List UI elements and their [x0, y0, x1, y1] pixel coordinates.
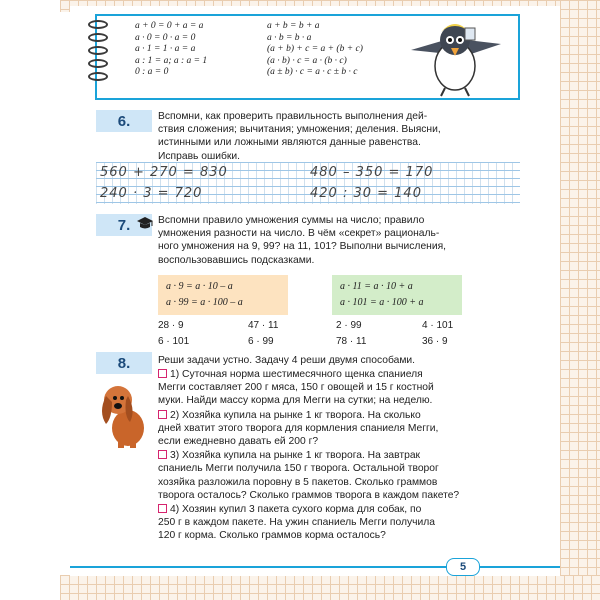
rule-line: a + b = b + a: [267, 21, 320, 31]
calc-item: 78 · 11: [336, 336, 367, 347]
calc-item: 2 · 99: [336, 320, 362, 331]
text-line: если ежедневно давать ей 200 г?: [158, 436, 319, 448]
hint-box-multiply-11: [332, 275, 462, 315]
text-line: умножения разности на число. В чём «секрет» рациональ-: [158, 228, 440, 240]
handwritten-equation: 560 + 270 = 830: [100, 165, 228, 180]
handwritten-equation: 420 : 30 = 140: [310, 186, 422, 201]
text-line: Исправь ошибки.: [158, 150, 241, 162]
rules-right-column: [267, 21, 363, 79]
rule-line: 0 : a = 0: [135, 67, 169, 77]
rule-line: (a ± b) · c = a · c ± b · c: [267, 67, 358, 77]
rule-line: a · b = b · a: [267, 32, 312, 43]
text-segment: 3) Хозяйка купила на рынке 1 кг творога. На завтрак: [170, 450, 421, 462]
problem-1: [158, 368, 558, 408]
checkbox-icon[interactable]: [158, 369, 167, 378]
handwritten-equation: 240 · 3 = 720: [100, 186, 203, 201]
calc-item: 4 · 101: [422, 320, 454, 331]
rule-line: a : 1 = a; a : a = 1: [135, 55, 208, 66]
text-segment: 2) Хозяйка купила на рынке 1 кг творога. На сколько: [170, 409, 421, 421]
text-line: хозяйка разложила поровну в 5 пакетов. Сколько граммов: [158, 476, 438, 488]
calc-item: 6 · 101: [158, 336, 190, 347]
page-number: 5: [446, 558, 480, 576]
calc-item: 36 · 9: [422, 336, 448, 347]
text-line: воспользовавшись подсказками.: [158, 254, 315, 266]
text-line: [158, 368, 558, 381]
rule-line: a + 0 = 0 + a = a: [135, 21, 204, 31]
problem-4: [158, 503, 558, 543]
rule-line: a · 1 = 1 · a = a: [135, 44, 196, 54]
text-line: ствия сложения; вычитания; умножения; деления. Выясни,: [158, 124, 441, 136]
footer-divider: [70, 566, 450, 568]
text-line: муки. Найди массу корма для Мегги на сутки; на неделю.: [158, 395, 433, 407]
text-line: 120 г корма. Сколько граммов корма осталось?: [158, 530, 386, 542]
rule-line: (a · b) · c = a · (b · c): [267, 55, 347, 66]
graduation-cap-icon: [136, 216, 154, 230]
rule-line: (a + b) + c = a + (b + c): [267, 44, 363, 54]
text-line: спаниель Мегги получила 150 г творога. Остальной творог: [158, 463, 439, 475]
magpie-illustration: [405, 10, 501, 98]
hint-line: a · 11 = a · 10 + a: [340, 281, 413, 292]
checkbox-icon[interactable]: [158, 410, 167, 419]
task-6-number: 6.: [96, 110, 152, 132]
hint-line: a · 9 = a · 10 – a: [166, 281, 233, 292]
text-segment: 4) Хозяин купил 3 пакета сухого корма для собак, по: [170, 504, 422, 516]
handwritten-equation: 480 – 350 = 170: [310, 165, 434, 180]
checkbox-icon[interactable]: [158, 450, 167, 459]
notebook-spiral-icon: [88, 20, 114, 96]
calc-item: 6 · 99: [248, 336, 274, 347]
rules-left-column: [135, 21, 207, 79]
text-segment: 1) Суточная норма шестимесячного щенка спаниеля: [170, 369, 423, 380]
handwriting-grid: [96, 162, 520, 204]
task-8-problems: [158, 368, 558, 543]
text-line: [158, 449, 558, 462]
task-8-number: 8.: [96, 352, 152, 374]
hint-line: a · 101 = a · 100 + a: [340, 297, 424, 308]
task-7-text: [158, 214, 558, 267]
problem-3: [158, 449, 558, 502]
calc-item: 47 · 11: [248, 320, 279, 331]
problem-2: [158, 409, 558, 449]
text-line: дней хватит этого творога для кормления спаниеля Мегги,: [158, 422, 439, 434]
task-6-text: [158, 110, 558, 163]
text-line: [158, 503, 558, 516]
text-line: 250 г в каждом пакете. На ужин спаниель Мегги получила: [158, 517, 435, 529]
calc-item: 28 · 9: [158, 320, 184, 331]
text-line: истинными или ложными являются данные равенства.: [158, 137, 421, 149]
grid-margin-bottom: [60, 575, 600, 600]
rule-line: a · 0 = 0 · a = 0: [135, 32, 196, 43]
text-line: ного умножения на 9, 99? на 11, 101? Выполни вычисления,: [158, 241, 447, 253]
text-line: творога осталось? Сколько граммов творога в каждом пакете?: [158, 489, 460, 501]
footer-divider: [480, 566, 560, 568]
task-8-intro: Реши задачи устно. Задачу 4 реши двумя способами.: [158, 355, 416, 366]
spaniel-illustration: [96, 378, 152, 450]
grid-margin-right: [560, 0, 600, 600]
hint-box-multiply-9: [158, 275, 288, 315]
text-line: [158, 409, 558, 422]
text-line: Мегги составляет 200 г мяса, 150 г овощей и 15 г костной: [158, 382, 434, 394]
text-line: Вспомни, как проверить правильность выполнения дей-: [158, 111, 428, 122]
task-7-number: 7.: [96, 214, 152, 236]
hint-line: a · 99 = a · 100 – a: [166, 297, 243, 308]
checkbox-icon[interactable]: [158, 504, 167, 513]
text-line: Вспомни правило умножения суммы на число; правило: [158, 215, 425, 226]
